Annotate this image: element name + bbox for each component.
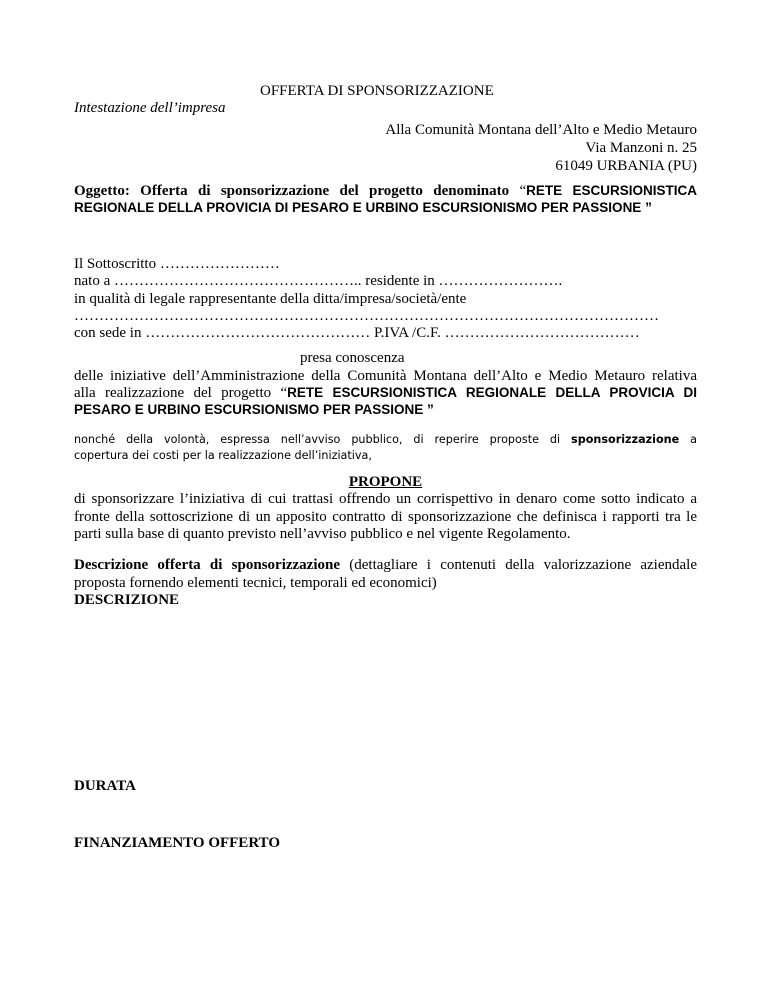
- acknowledgement-line-2: [74, 384, 697, 402]
- description-line-1: [74, 556, 697, 574]
- note-bold-term: sponsorizzazione: [571, 433, 680, 446]
- declarant-birth-residence-line: nato a ………………………………………….. residente in …………………….: [74, 273, 563, 289]
- subject-quote: “: [509, 183, 527, 199]
- subject-label: Oggetto: Offerta di sponsorizzazione del progetto denominato: [74, 183, 510, 199]
- subject-title-part-1: RETE ESCURSIONISTICA: [526, 183, 697, 198]
- subject-title-part-2: REGIONALE DELLA PROVICIA DI PESARO E URBINO ESCURSIONISMO PER PASSIONE ”: [74, 200, 652, 215]
- proposal-line-1: di sponsorizzare l’iniziativa di cui trattasi offrendo un corrispettivo in denaro come sotto indicato a: [74, 491, 697, 507]
- subject-line-1: [74, 182, 697, 200]
- company-heading: Intestazione dell’impresa: [74, 100, 226, 116]
- duration-heading: DURATA: [74, 778, 136, 794]
- proposal-heading: PROPONE: [348, 474, 423, 490]
- description-label: Descrizione offerta di sponsorizzazione: [74, 557, 341, 573]
- document-title: OFFERTA DI SPONSORIZZAZIONE: [260, 83, 494, 99]
- description-line-2: proposta fornendo elementi tecnici, temporali ed economici): [74, 575, 437, 591]
- note-text-end: a: [690, 433, 698, 446]
- acknowledgement-project-title-cont: PESARO E URBINO ESCURSIONISMO PER PASSIONE ”: [74, 402, 434, 417]
- note-text: nonché della volontà, espressa nell’avviso pubblico, di reperire proposte di: [74, 433, 561, 446]
- acknowledgement-prefix: alla realizzazione del progetto “: [74, 385, 288, 401]
- recipient-line-3: 61049 URBANIA (PU): [555, 158, 697, 174]
- declarant-role-line: in qualità di legale rappresentante della ditta/impresa/società/ente: [74, 291, 467, 307]
- acknowledgement-project-title: RETE ESCURSIONISTICA REGIONALE DELLA PROVICIA DI: [287, 385, 697, 400]
- recipient-line-2: Via Manzoni n. 25: [585, 140, 697, 156]
- funding-heading: FINANZIAMENTO OFFERTO: [74, 835, 281, 851]
- acknowledgement-note-line-1: [74, 432, 697, 447]
- description-heading: DESCRIZIONE: [74, 592, 180, 608]
- declarant-name-line: Il Sottoscritto ……………………: [74, 256, 280, 272]
- recipient-line-1: Alla Comunità Montana dell’Alto e Medio Metauro: [385, 122, 697, 138]
- description-instructions: (dettagliare i contenuti della valorizzazione aziendale: [340, 557, 697, 573]
- acknowledgement-note-line-2: copertura dei costi per la realizzazione dell’iniziativa,: [74, 449, 372, 462]
- declarant-seat-vat-line: con sede in ……………………………………… P.IVA /C.F. …………………………………: [74, 325, 640, 341]
- proposal-line-2: fronte della sottoscrizione di un apposito contratto di sponsorizzazione che definisca i rapporti tra le: [74, 509, 697, 525]
- declarant-company-dotted-line: ………………………………………………………………………………………………………: [74, 308, 659, 324]
- proposal-line-3: parti sulla base di quanto previsto nell’avviso pubblico e nel vigente Regolamento.: [74, 526, 571, 542]
- acknowledgement-heading: presa conoscenza: [300, 350, 405, 366]
- acknowledgement-line-1: delle iniziative dell’Amministrazione della Comunità Montana dell’Alto e Medio Metauro relativa: [74, 368, 697, 384]
